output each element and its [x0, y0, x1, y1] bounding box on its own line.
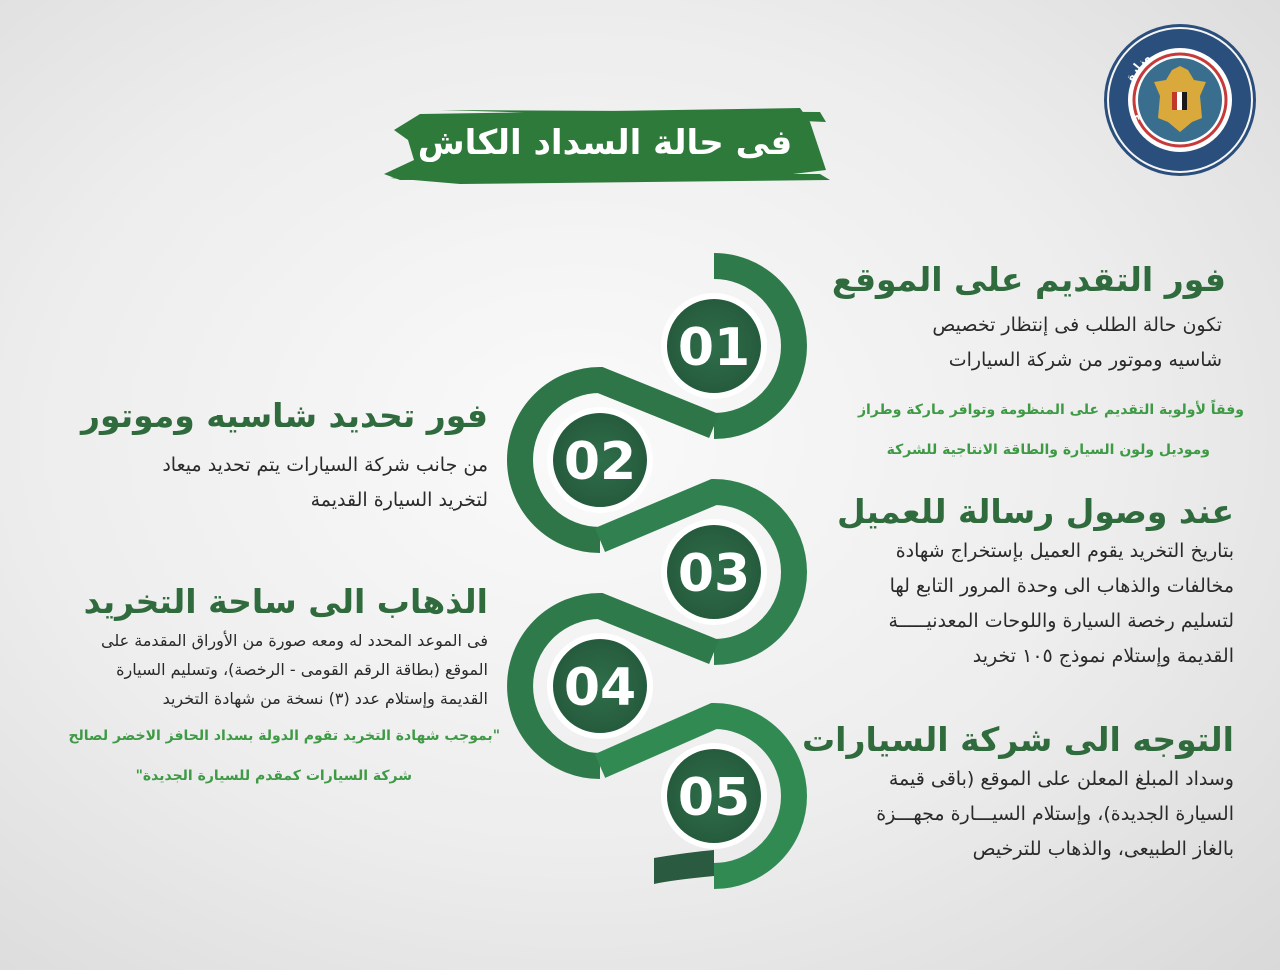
step-02-heading: فور تحديد شاسيه وموتور: [81, 396, 488, 435]
step-number: 04: [563, 658, 637, 718]
step-05-text: [876, 762, 1234, 867]
step-04-text: [30, 626, 488, 713]
step-01-note: [858, 390, 1244, 470]
step-01-text: [932, 308, 1222, 378]
text-line: من جانب شركة السيارات يتم تحديد ميعاد: [162, 454, 488, 476]
step-03-heading: عند وصول رسالة للعميل: [836, 492, 1234, 531]
text-line: لتخريد السيارة القديمة: [310, 489, 488, 511]
page-title: فى حالة السداد الكاش: [417, 123, 793, 163]
text-line: القديمة وإستلام عدد (٣) نسخة من شهادة التخريد: [162, 689, 488, 708]
text-line: لتسليم رخصة السيارة واللوحات المعدنيـــــة: [888, 610, 1234, 632]
note-line: وموديل ولون السيارة والطاقة الانتاجية للشركة: [886, 442, 1210, 458]
text-line: شاسيه وموتور من شركة السيارات: [948, 349, 1222, 371]
step-02-text: [40, 448, 488, 518]
step-number: 01: [677, 318, 751, 378]
text-line: بتاريخ التخريد يقوم العميل بإستخراج شهادة: [895, 540, 1234, 562]
logo-text: E: [1127, 113, 1142, 126]
text-line: فى الموعد المحدد له ومعه صورة من الأوراق المقدمة على: [101, 631, 488, 650]
step-circle-04: [550, 636, 650, 736]
step-04-heading: الذهاب الى ساحة التخريد: [83, 582, 488, 621]
step-03-text: [888, 534, 1234, 674]
logo-arabic-text: وزارة: [1123, 50, 1153, 83]
text-line: القديمة وإستلام نموذج ١٠٥ تخريد: [972, 645, 1234, 667]
step-circle-05: [664, 746, 764, 846]
note-line: شركة السيارات كمقدم للسيارة الجديدة": [135, 768, 412, 784]
text-line: السيارة الجديدة)، وإستلام السيـــارة مجهـــزة: [876, 803, 1234, 825]
text-line: تكون حالة الطلب فى إنتظار تخصيص: [932, 314, 1222, 336]
text-line: مخالفات والذهاب الى وحدة المرور التابع لها: [889, 575, 1234, 597]
note-line: وفقاً لأولوية التقديم على المنظومة وتوافر ماركة وطراز: [857, 402, 1244, 418]
text-line: الموقع (بطاقة الرقم القومى - الرخصة)، وتسليم السيارة: [116, 660, 488, 679]
step-circle-03: [664, 522, 764, 622]
step-circle-01: [664, 296, 764, 396]
step-05-heading: التوجه الى شركة السيارات: [801, 720, 1234, 759]
note-line: "بموجب شهادة التخريد تقوم الدولة بسداد الحافز الاخضر لصالح: [68, 728, 500, 744]
step-circle-02: [550, 410, 650, 510]
text-line: وسداد المبلغ المعلن على الموقع (باقى قيمة: [888, 768, 1234, 790]
step-04-note: [30, 716, 500, 796]
step-number: 02: [563, 432, 637, 492]
text-line: بالغاز الطبيعى، والذهاب للترخيص: [972, 838, 1234, 860]
step-number: 05: [677, 768, 751, 828]
step-number: 03: [677, 544, 751, 604]
step-01-heading: فور التقديم على الموقع: [831, 260, 1226, 299]
